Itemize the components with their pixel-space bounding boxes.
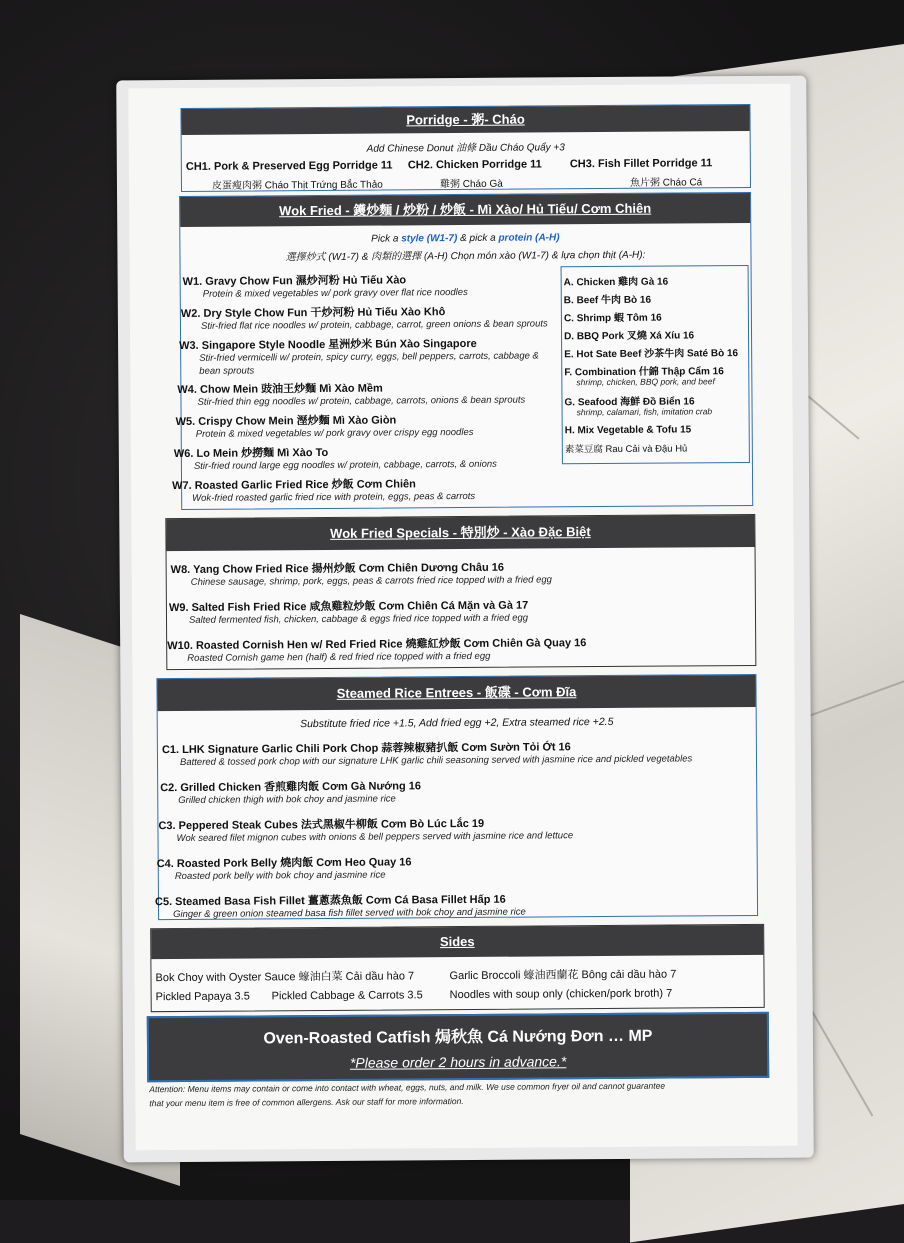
entree-c1: C1. LHK Signature Garlic Chili Pork Chop 蒜蓉辣椒豬扒飯 Cơm Sườn Tỏi Ớt 16 [161, 741, 571, 757]
protein-box [561, 265, 750, 464]
allergen-notice-line1: Attention: Menu items may contain or come into contact with wheat, eggs, nuts, and milk. We use common fryer oil and cannot guarantee [149, 1080, 666, 1095]
catfish-banner [147, 1012, 769, 1082]
porridge-item-ch2-sub: 雞粥 Cháo Gà [439, 178, 503, 191]
entree-c2: C2. Grilled Chicken 香煎雞肉飯 Cơm Gà Nướng 16 [160, 780, 422, 795]
special-w9: W9. Salted Fish Fried Rice 咸魚雞粒炒飯 Cơm Chiên Cá Mặn và Gà 17 [168, 599, 529, 615]
entree-c3: C3. Peppered Steak Cubes 法式黑椒牛柳飯 Cơm Bò Lúc Lắc 19 [158, 817, 485, 833]
wok-fried-title: Wok Fried - 鑊炒麵 / 炒粉 / 炒飯 - Mì Xào/ Hủ Tiếu/ Cơm Chiên [279, 200, 652, 219]
protein-c: C. Shrimp 蝦 Tôm 16 [563, 312, 662, 325]
wok-style-w5: W5. Crispy Chow Mein 溼炒麵 Mì Xào Giòn [175, 414, 397, 429]
wok-style-w3-desc-2: bean sprouts [199, 365, 255, 377]
special-w10-desc: Roasted Cornish game hen (half) & red fried rice topped with a fried egg [187, 650, 491, 664]
protein-e: E. Hot Sate Beef 沙茶牛肉 Saté Bò 16 [564, 348, 739, 361]
wok-style-w5-desc: Protein & mixed vegetables w/ pork gravy over crispy egg noodles [195, 426, 474, 440]
wok-style-w3: W3. Singapore Style Noodle 星洲炒米 Bún Xào Singapore [179, 337, 477, 352]
entree-c5: C5. Steamed Basa Fish Fillet 薑蔥蒸魚飯 Cơm Cá Basa Fillet Hấp 16 [154, 893, 506, 909]
protein-g-desc: shrimp, calamari, fish, imitation crab [576, 406, 713, 418]
allergen-notice-line2: that your menu item is free of common allergens. Ask our staff for more information. [149, 1096, 464, 1109]
entree-c5-desc: Ginger & green onion steamed basa fish fillet served with bok choy and jasmine rice [173, 906, 526, 921]
protein-d: D. BBQ Pork 叉燒 Xá Xíu 16 [564, 330, 695, 343]
porridge-section [180, 104, 751, 192]
protein-f-desc: shrimp, chicken, BBQ pork, and beef [576, 376, 715, 388]
porridge-item-ch2: CH2. Chicken Porridge 11 [407, 158, 542, 172]
protein-a: A. Chicken 雞肉 Gà 16 [563, 276, 669, 289]
wok-style-w7: W7. Roasted Garlic Fried Rice 炒飯 Cơm Chiên [172, 478, 416, 493]
wok-style-w1: W1. Gravy Chow Fun 濕炒河粉 Hủ Tiếu Xào [182, 274, 407, 288]
porridge-item-ch1-sub: 皮蛋瘦肉粥 Cháo Thịt Trứng Bắc Thảo [211, 179, 383, 192]
entree-c4-desc: Roasted pork belly with bok choy and jasmine rice [174, 869, 386, 883]
wok-style-w4: W4. Chow Mein 豉油王炒麵 Mì Xào Mềm [177, 382, 383, 396]
specials-section [165, 514, 756, 670]
side-noodle-soup: Noodles with soup only (chicken/pork broth) 7 [449, 987, 673, 1002]
wok-pick-line-translated: 選擇炒式 (W1-7) & 肉類的選擇 (A-H) Chọn món xào (W1-7) & lựa chọn thịt (A-H): [285, 249, 646, 264]
protein-f: F. Combination 什錦 Thập Cẩm 16 [564, 366, 724, 379]
protein-g: G. Seafood 海鮮 Đồ Biển 16 [564, 396, 695, 409]
wok-style-w7-desc: Wok-fried roasted garlic fried rice with protein, eggs, peas & carrots [192, 490, 476, 504]
side-pickled-cabbage: Pickled Cabbage & Carrots 3.5 [271, 989, 423, 1003]
porridge-item-ch3: CH3. Fish Fillet Porridge 11 [569, 157, 713, 171]
side-pickled-papaya: Pickled Papaya 3.5 [155, 990, 250, 1004]
wok-pick-line: Pick a style (W1-7) & pick a protein (A-H) [371, 232, 560, 245]
entree-c3-desc: Wok seared filet mignon cubes with onions & bell peppers served with jasmine rice and lettuce [176, 830, 574, 845]
protein-b: B. Beef 牛肉 Bò 16 [563, 294, 652, 307]
catfish-title: Oven-Roasted Catfish 焗秋魚 Cá Nướng Đơn … MP [263, 1027, 653, 1048]
catfish-note: *Please order 2 hours in advance.* [349, 1053, 567, 1071]
wok-fried-header [180, 193, 750, 227]
entree-c1-desc: Battered & tossed pork chop with our signature LHK garlic chili seasoning served with jasmine rice and pickled vegetables [179, 753, 693, 768]
specials-title: Wok Fried Specials - 特別炒 - Xào Đặc Biệt [330, 524, 591, 541]
special-w8-desc: Chinese sausage, shrimp, pork, eggs, peas & carrots fried rice topped with a fried egg [190, 574, 552, 588]
protein-h: H. Mix Vegetable & Tofu 15 [564, 424, 692, 437]
specials-header [166, 515, 754, 551]
porridge-item-ch3-sub: 魚片粥 Cháo Cá [629, 177, 703, 189]
steamed-rice-sub: Substitute fried rice +1.5, Add fried egg +2, Extra steamed rice +2.5 [300, 715, 614, 731]
side-garlic-broccoli: Garlic Broccoli 蠔油西蘭花 Bông cải dầu hào 7 [449, 968, 677, 983]
steamed-rice-section [156, 674, 758, 920]
porridge-title: Porridge - 粥- Cháo [406, 111, 525, 128]
wok-style-w2-desc: Stir-fried flat rice noodles w/ protein, cabbage, carrot, green onions & bean sprouts [200, 318, 548, 332]
wok-style-w2: W2. Dry Style Chow Fun 干炒河粉 Hủ Tiếu Xào Khô [180, 306, 446, 320]
wok-style-w6-desc: Stir-fried round large egg noodles w/ protein, cabbage, carrots, & onions [193, 458, 497, 472]
protein-h-desc: 素菜豆腐 Rau Cải và Đậu Hủ [564, 443, 688, 456]
entree-c4: C4. Roasted Pork Belly 燒肉飯 Cơm Heo Quay 16 [156, 856, 412, 871]
wok-style-w3-desc: Stir-fried vermicelli w/ protein, spicy curry, eggs, bell peppers, carrots, cabbage & [199, 350, 539, 364]
special-w10: W10. Roasted Cornish Hen w/ Red Fried Rice 燒雞紅炒飯 Cơm Chiên Gà Quay 16 [167, 637, 587, 653]
side-bok-choy: Bok Choy with Oyster Sauce 蠔油白菜 Cải dầu hào 7 [155, 970, 415, 985]
wok-fried-section [172, 192, 753, 510]
porridge-header [181, 105, 749, 135]
menu-page [128, 84, 797, 1151]
wok-style-w6: W6. Lo Mein 炒撈麵 Mì Xào To [173, 446, 329, 461]
steamed-rice-title: Steamed Rice Entrees - 飯碟 - Cơm Đĩa [336, 684, 577, 701]
wok-style-w1-desc: Protein & mixed vegetables w/ pork gravy over flat rice noodles [202, 286, 468, 300]
sides-title: Sides [439, 933, 475, 950]
special-w8: W8. Yang Chow Fried Rice 揚州炒飯 Cơm Chiên Dương Châu 16 [170, 561, 504, 577]
wok-style-w4-desc: Stir-fried thin egg noodles w/ protein, cabbage, carrots, onions & bean sprouts [197, 394, 526, 408]
sides-section [150, 924, 765, 1012]
sides-header [151, 925, 763, 959]
steamed-rice-header [157, 675, 755, 711]
entree-c2-desc: Grilled chicken thigh with bok choy and jasmine rice [178, 793, 396, 806]
porridge-item-ch1: CH1. Pork & Preserved Egg Porridge 11 [185, 159, 393, 173]
special-w9-desc: Salted fermented fish, chicken, cabbage & eggs fried rice topped with a fried egg [188, 612, 529, 626]
porridge-addon: Add Chinese Donut 油條 Dầu Cháo Quẩy +3 [366, 142, 565, 155]
